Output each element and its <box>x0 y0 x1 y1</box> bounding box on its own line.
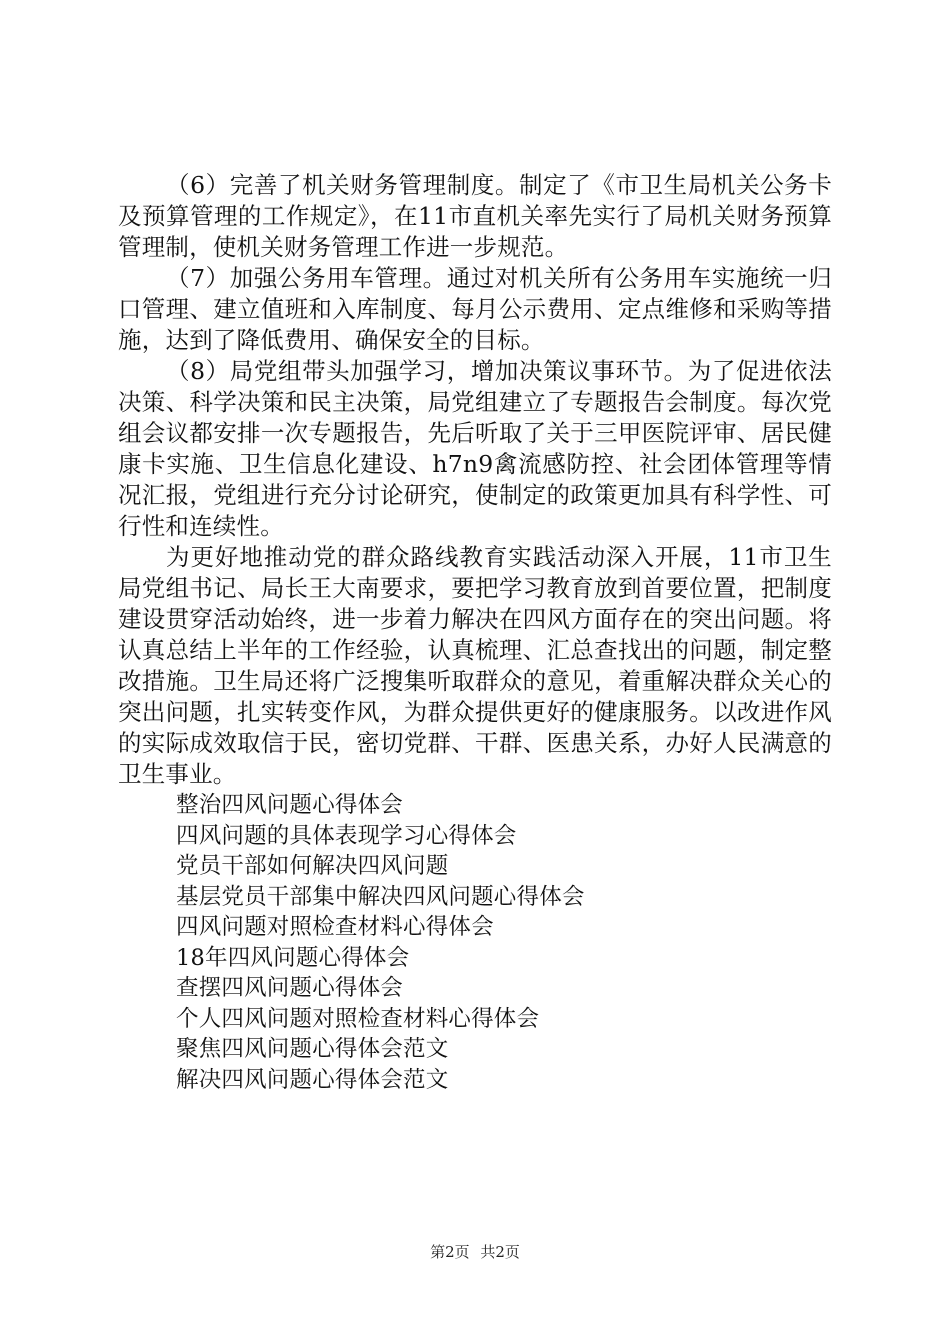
paragraph-7: （7）加强公务用车管理。通过对机关所有公务用车实施统一归口管理、建立值班和入库制度、每月公示费用、定点维修和采购等措施，达到了降低费用、确保安全的目标。 <box>118 264 832 354</box>
paragraph-8: （8）局党组带头加强学习，增加决策议事环节。为了促进依法决策、科学决策和民主决策，局党组建立了专题报告会制度。每次党组会议都安排一次专题报告，先后听取了关于三甲医院评审、居民健康卡实施、卫生信息化建设、h7n9禽流感防控、社会团体管理等情况汇报，党组进行充分讨论研究，使制定的政策更加具有科学性、可行性和连续性。 <box>118 357 832 540</box>
paragraph-6: （6）完善了机关财务管理制度。制定了《市卫生局机关公务卡及预算管理的工作规定》，在11市直机关率先实行了局机关财务预算管理制，使机关财务管理工作进一步规范。 <box>118 171 832 261</box>
related-titles-list <box>118 790 832 1095</box>
page-number: 第2页 <box>430 1243 470 1261</box>
page-total: 共2页 <box>480 1243 520 1261</box>
related-title-item: 基层党员干部集中解决四风问题心得体会 <box>176 883 585 910</box>
related-title-item: 查摆四风问题心得体会 <box>176 975 404 1001</box>
related-title-item: 四风问题的具体表现学习心得体会 <box>176 822 517 849</box>
related-title-item: 党员干部如何解决四风问题 <box>176 853 449 879</box>
document-body <box>118 170 832 1095</box>
related-title-item: 18年四风问题心得体会 <box>176 944 410 971</box>
related-title-item: 四风问题对照检查材料心得体会 <box>176 914 494 940</box>
page-footer <box>0 1242 950 1262</box>
related-title-item: 整治四风问题心得体会 <box>176 792 404 818</box>
related-title-item: 聚焦四风问题心得体会范文 <box>176 1036 449 1062</box>
related-title-item: 个人四风问题对照检查材料心得体会 <box>176 1005 540 1032</box>
related-title-item: 解决四风问题心得体会范文 <box>176 1066 449 1093</box>
paragraph-summary: 为更好地推动党的群众路线教育实践活动深入开展，11市卫生局党组书记、局长王大南要求，要把学习教育放到首要位置，把制度建设贯穿活动始终，进一步着力解决在四风方面存在的突出问题。将认真总结上半年的工作经验，认真梳理、汇总查找出的问题，制定整改措施。卫生局还将广泛搜集听取群众的意见，着重解决群众关心的突出问题，扎实转变作风，为群众提供更好的健康服务。以改进作风的实际成效取信于民，密切党群、干群、医患关系，办好人民满意的卫生事业。 <box>118 543 832 788</box>
